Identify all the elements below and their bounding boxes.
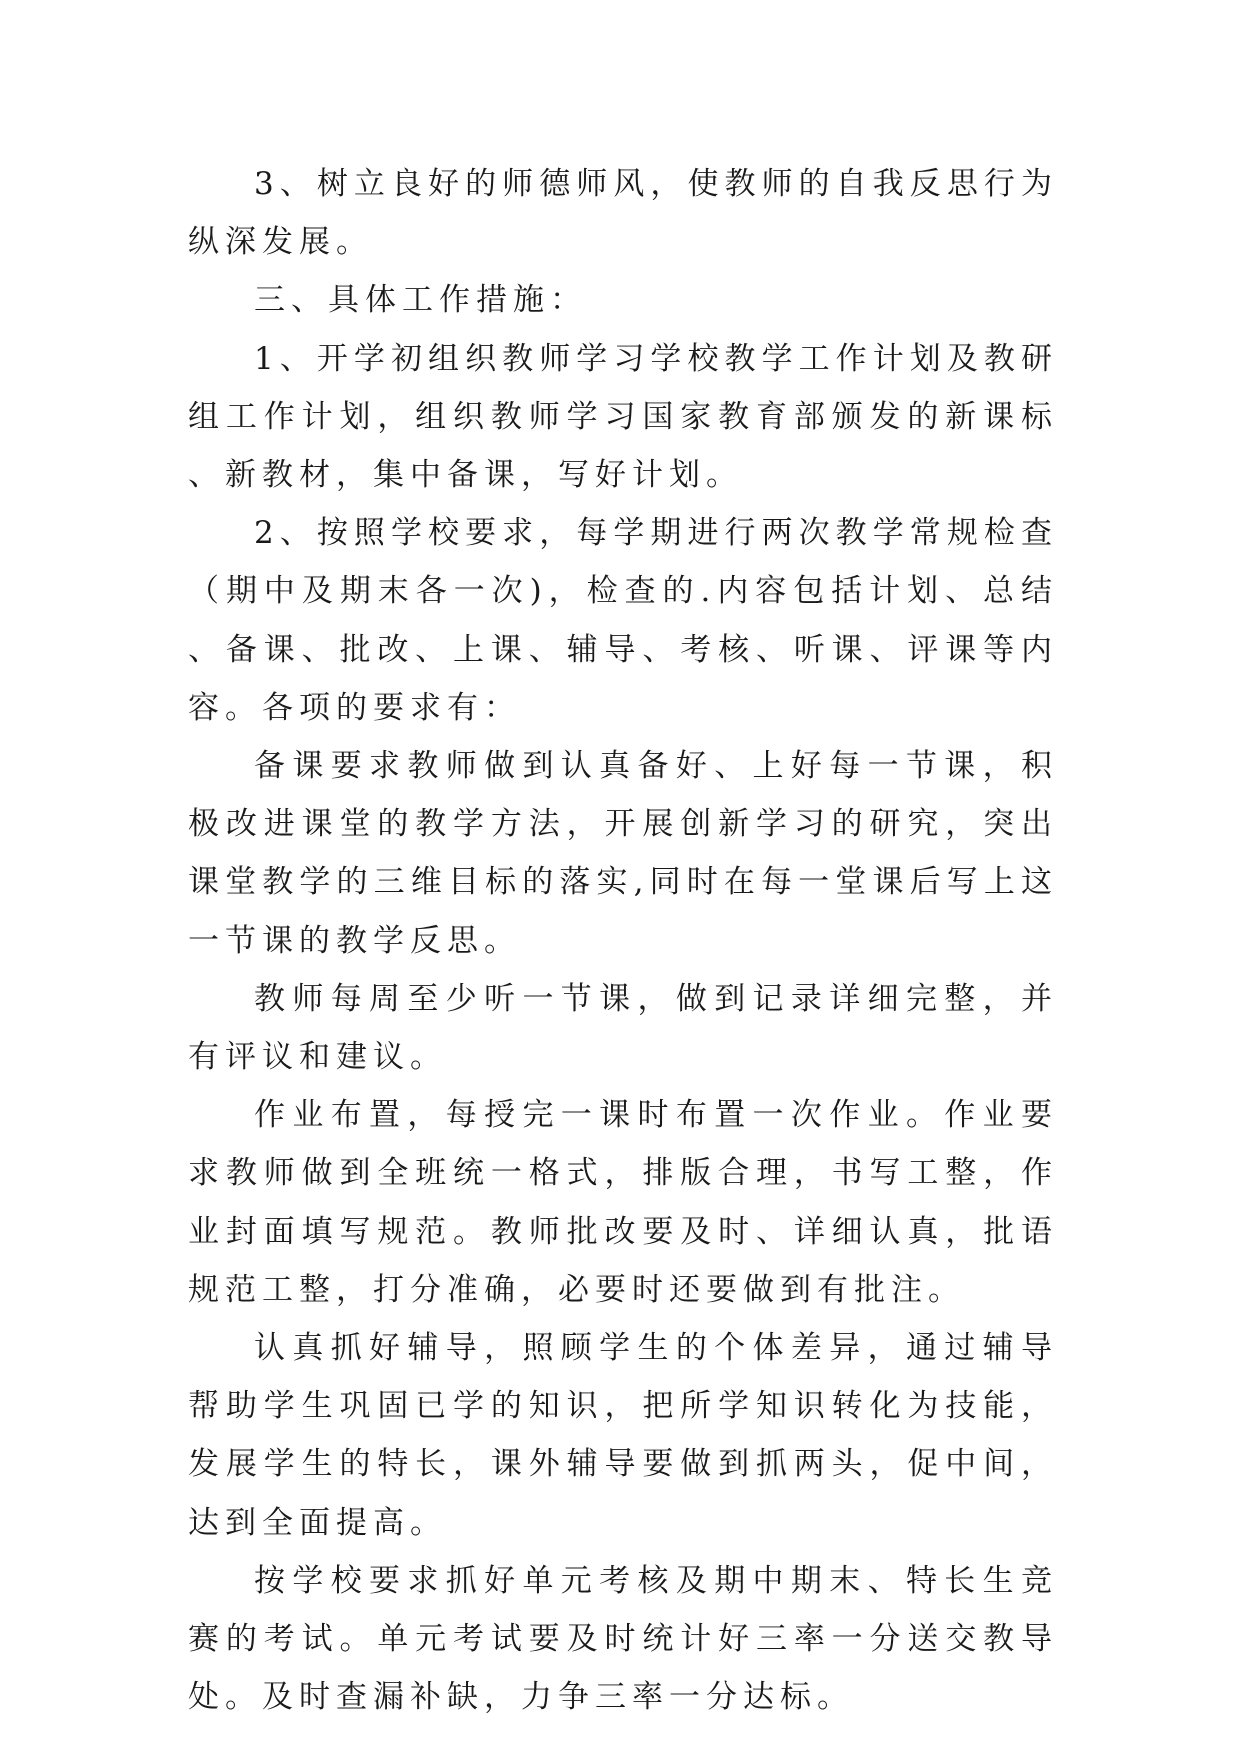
paragraph-measure-1: 1、开学初组织教师学习学校教学工作计划及教研组工作计划，组织教师学习国家教育部颁发的新课标、新教材，集中备课，写好计划。 [188, 340, 1058, 494]
document-body [188, 155, 1058, 1726]
paragraph-exams: 按学校要求抓好单元考核及期中期末、特长生竞赛的考试。单元考试要及时统计好三率一分送交教导处。及时查漏补缺，力争三率一分达标。 [188, 1562, 1058, 1716]
paragraph-class-observation: 教师每周至少听一节课，做到记录详细完整，并有评议和建议。 [188, 980, 1058, 1076]
paragraph-goal-3: 3、树立良好的师德师风，使教师的自我反思行为纵深发展。 [188, 166, 1058, 261]
paragraph-lesson-prep: 备课要求教师做到认真备好、上好每一节课，积极改进课堂的教学方法，开展创新学习的研究，突出课堂教学的三维目标的落实,同时在每一堂课后写上这一节课的教学反思。 [188, 748, 1058, 959]
section-heading-measures: 三、具体工作措施： [254, 282, 587, 319]
paragraph-measure-2: 2、按照学校要求，每学期进行两次教学常规检查（期中及期末各一次)，检查的.内容包括计划、总结、备课、批改、上课、辅导、考核、听课、评课等内容。各项的要求有： [188, 515, 1058, 726]
paragraph-tutoring: 认真抓好辅导，照顾学生的个体差异，通过辅导帮助学生巩固已学的知识，把所学知识转化为技能，发展学生的特长，课外辅导要做到抓两头，促中间，达到全面提高。 [188, 1330, 1058, 1541]
paragraph-homework: 作业布置，每授完一课时布置一次作业。作业要求教师做到全班统一格式，排版合理，书写工整，作业封面填写规范。教师批改要及时、详细认真，批语规范工整，打分准确，必要时还要做到有批注。 [188, 1097, 1058, 1308]
